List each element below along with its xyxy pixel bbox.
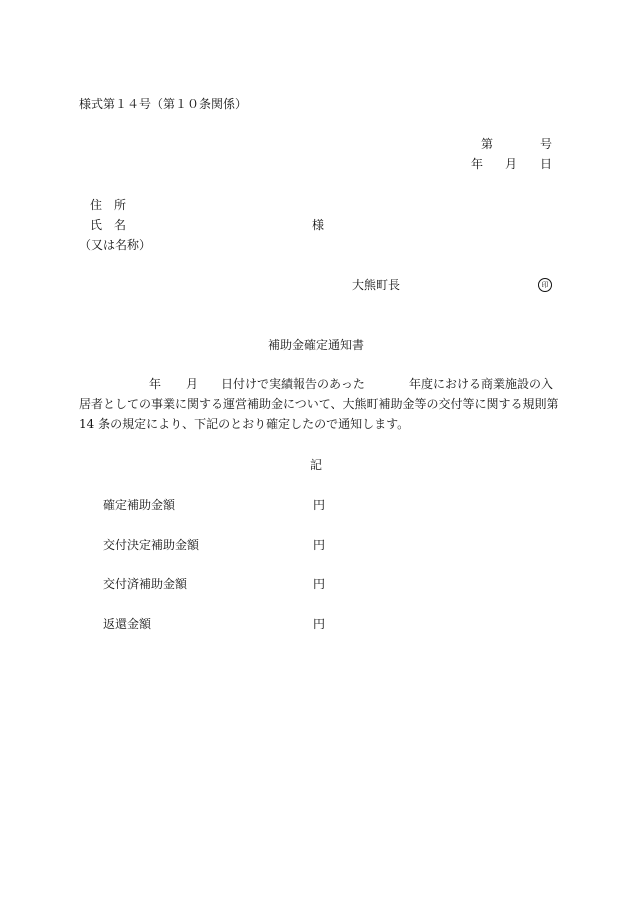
date-day: 日 bbox=[540, 157, 553, 171]
body-year: 年 bbox=[149, 377, 162, 391]
item-unit: 円 bbox=[313, 577, 326, 591]
body-date-text: 日付けで実績報告のあった bbox=[221, 377, 365, 391]
item-unit: 円 bbox=[313, 498, 326, 512]
body-line-3: 14 条の規定により、下記のとおり確定したので通知します。 bbox=[79, 417, 410, 431]
body-line-2: 居者としての事業に関する運営補助金について、大熊町補助金等の交付等に関する規則第 bbox=[79, 397, 559, 411]
item-unit: 円 bbox=[313, 538, 326, 552]
name-label-part2: 名 bbox=[114, 218, 127, 232]
alt-name-label: （又は名称） bbox=[79, 238, 152, 252]
doc-number-go: 号 bbox=[540, 137, 553, 151]
honorific: 様 bbox=[312, 218, 325, 232]
document-title: 補助金確定通知書 bbox=[268, 338, 365, 352]
issuer-title: 大熊町長 bbox=[352, 278, 401, 292]
body-month: 月 bbox=[186, 377, 199, 391]
date-month: 月 bbox=[505, 157, 518, 171]
seal-mark: 印 bbox=[538, 278, 552, 292]
date-year: 年 bbox=[471, 157, 484, 171]
body-fiscal-text: 年度における商業施設の入 bbox=[409, 377, 554, 391]
item-label: 交付決定補助金額 bbox=[103, 538, 200, 552]
address-label-part2: 所 bbox=[114, 198, 127, 212]
form-number: 様式第１４号（第１０条関係） bbox=[79, 97, 248, 111]
doc-number-dai: 第 bbox=[481, 137, 494, 151]
ki-heading: 記 bbox=[310, 458, 323, 472]
item-label: 交付済補助金額 bbox=[103, 577, 188, 591]
address-label-part1: 住 bbox=[90, 198, 103, 212]
name-label-part1: 氏 bbox=[90, 218, 103, 232]
item-label: 返還金額 bbox=[103, 617, 152, 631]
item-unit: 円 bbox=[313, 617, 326, 631]
item-label: 確定補助金額 bbox=[103, 498, 176, 512]
